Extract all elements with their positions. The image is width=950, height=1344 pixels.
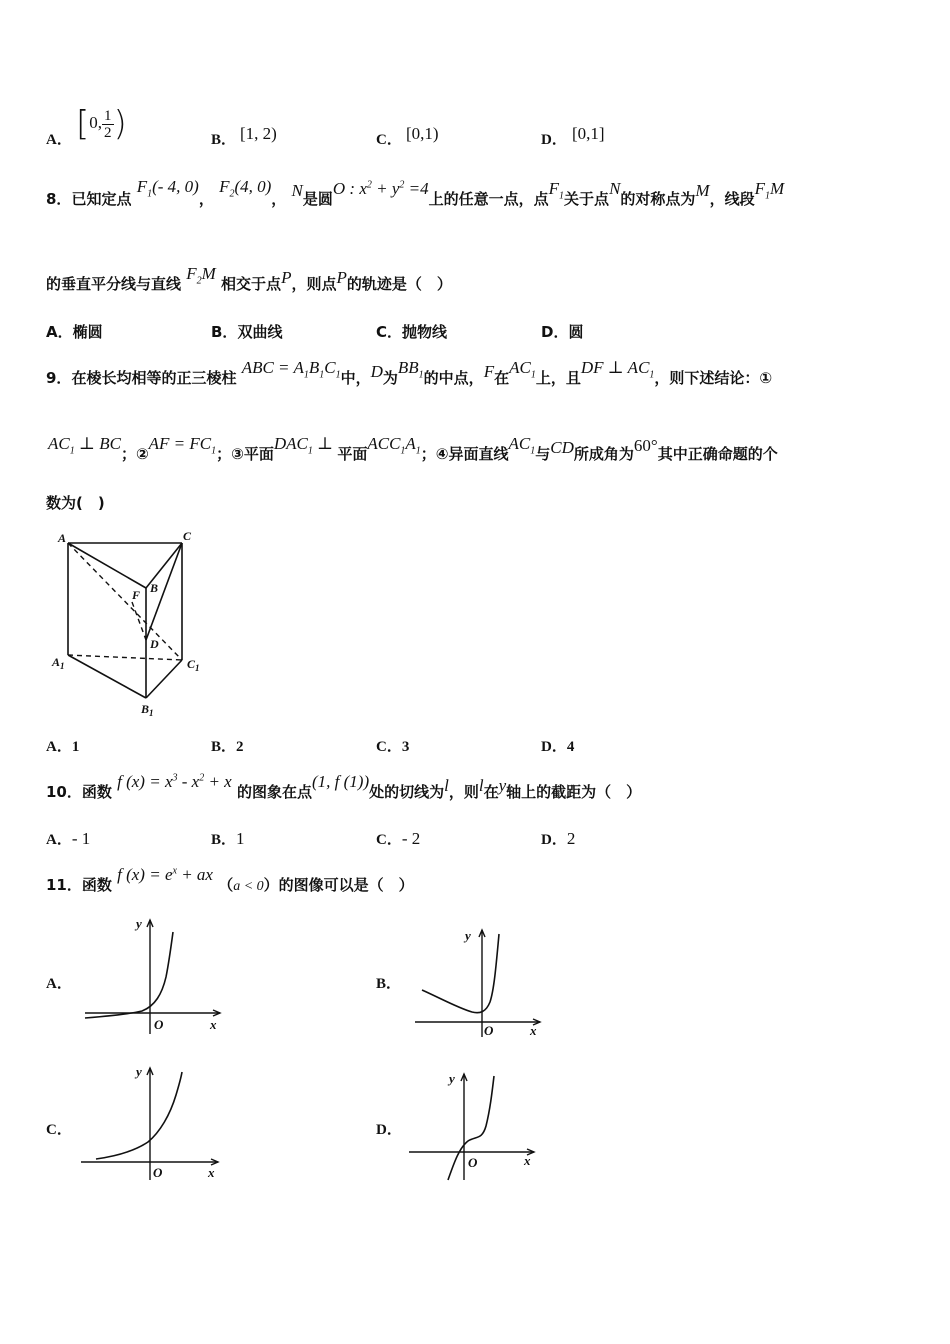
label-d: D <box>150 637 159 651</box>
label-a: A <box>58 531 67 545</box>
q9-option-c: C．3 <box>376 739 410 755</box>
label-a1: $A_1$ <box>52 655 65 671</box>
svg-text:O: O <box>153 1165 163 1180</box>
q11-option-a-label: A． <box>46 976 72 992</box>
label-c1: $C_1$ <box>187 657 200 673</box>
svg-text:O: O <box>154 1017 164 1032</box>
svg-text:x: x <box>530 1023 537 1038</box>
q8-option-b: B．双曲线 <box>211 323 283 341</box>
q10-line-1: 10．函数 f $(x) = x^3 - x^2 + x$ 的图象在点(1, f (1))处的切线为l，则l在y轴上的截距为（ ） <box>46 772 642 801</box>
q10-option-a: A．- 1 <box>46 829 91 848</box>
edge-a1b1 <box>68 655 146 698</box>
label-b: B <box>150 581 159 595</box>
edge-ab <box>68 543 146 588</box>
q7-option-a-label: A． <box>46 132 72 148</box>
svg-text:y: y <box>449 1071 455 1086</box>
prism-figure <box>46 528 216 720</box>
graph-c <box>78 1060 228 1185</box>
label-c: C <box>183 529 192 543</box>
diag-ac1 <box>68 543 182 660</box>
edge-b1c1 <box>146 660 182 698</box>
q7-option-b-value: [1, 2) <box>240 124 277 143</box>
q9-line-2: $AC_1$ ⊥ BC；②AF = $FC_1$；③平面$DAC_1$ ⊥ 平面$ACC_1A_1$；④异面直线$AC_1$与CD所成角为60°其中正确命题的个 <box>48 434 778 463</box>
q7-option-b-label: B． <box>211 132 237 148</box>
q8-option-c: C．抛物线 <box>376 323 448 341</box>
q10-option-c: C．- 2 <box>376 829 421 848</box>
q11-option-d-label: D． <box>376 1122 402 1138</box>
q8-line-2: 的垂直平分线与直线 $F_2M$ 相交于点P，则点P的轨迹是（ ） <box>46 264 452 293</box>
svg-text:O: O <box>484 1023 494 1038</box>
q11-option-b-label: B． <box>376 976 402 992</box>
svg-text:O: O <box>468 1155 478 1170</box>
q9-option-a: A．1 <box>46 739 80 755</box>
svg-text:x: x <box>208 1165 215 1180</box>
q9-option-d: D．4 <box>541 739 575 755</box>
svg-text:y: y <box>136 916 142 931</box>
graph-d <box>404 1068 544 1186</box>
q9-option-b: B．2 <box>211 739 244 755</box>
q9-line-1: 9．在棱长均相等的正三棱柱 ABC = $A_1B_1C_1$中，D为$BB_1$的中点，F在$AC_1$上，且DF ⊥ $AC_1$，则下述结论：① <box>46 358 773 387</box>
q11-line-1: 11．函数 f $(x) = e^x$ + ax （a < 0）的图像可以是（ ） <box>46 865 414 894</box>
q9-line-3: 数为( ) <box>46 494 105 512</box>
q10-option-b: B．1 <box>211 829 245 848</box>
q10-option-d: D．2 <box>541 829 576 848</box>
q8-option-d: D．圆 <box>541 323 584 341</box>
q8-option-a: A．椭圆 <box>46 323 103 341</box>
graph-a <box>80 912 230 1037</box>
label-f: F <box>132 588 141 602</box>
edge-a1c1 <box>68 655 182 660</box>
q8-line-1: 8．已知定点 $F_1(-$ 4, 0)， $F_2(4$, 0)， N是圆O : $x^2 + y^2 =4$上的任意一点，点$F_1$关于点N的对称点为M，线段$F_1M$ <box>46 177 785 208</box>
q7-option-a-value: [0, $\frac{1}{2}$ ) <box>76 104 127 144</box>
q11-option-c-label: C． <box>46 1122 72 1138</box>
svg-text:y: y <box>136 1064 142 1079</box>
svg-text:x: x <box>210 1017 217 1032</box>
label-b1: $B_1$ <box>141 702 154 718</box>
q7-option-d-value: [0,1] <box>572 124 605 143</box>
q7-option-d-label: D． <box>541 132 567 148</box>
svg-text:x: x <box>524 1153 531 1168</box>
graph-b <box>410 922 550 1042</box>
q7-option-c-label: C． <box>376 132 402 148</box>
svg-text:y: y <box>465 928 471 943</box>
q7-option-c-value: [0,1) <box>406 124 439 143</box>
